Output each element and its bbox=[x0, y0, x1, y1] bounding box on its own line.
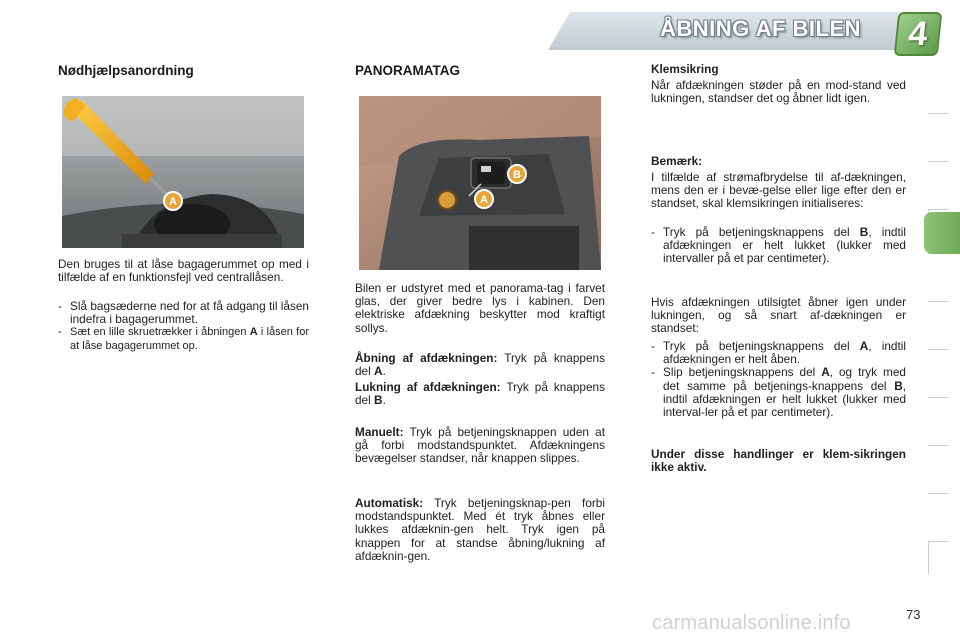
pinch-text: Når afdækningen støder på en mod-stand ved lukningen, standser det og åbner lidt igen. bbox=[651, 78, 906, 106]
key-ref: B bbox=[374, 393, 383, 408]
step-text: Tryk på betjeningsknappens del bbox=[663, 225, 860, 239]
chapter-tab[interactable] bbox=[928, 66, 948, 114]
step-text: Slå bagsæderne ned for at få adgang til låsen indefra i bagagerummet. bbox=[70, 299, 309, 327]
chapter-tab-active[interactable] bbox=[924, 212, 960, 254]
key-ref: A bbox=[821, 365, 830, 380]
pinch-title: Klemsikring bbox=[651, 62, 719, 76]
note-steps bbox=[651, 226, 906, 266]
watermark: carmanualsonline.info bbox=[652, 612, 851, 634]
chapter-tab[interactable] bbox=[928, 162, 948, 210]
chapter-number: 4 bbox=[906, 14, 930, 53]
auto-text: Tryk betjeningsknap-pen forbi modstandspunktet. Med ét tryk åbnes eller lukkes afdæknin-gen helt. Tryk igen på knappen for at standse åbning/lukning af afdæknin-gen. bbox=[355, 496, 605, 563]
list-item: - Slå bagsæderne ned for at få adgang til låsen indefra i bagagerummet. bbox=[58, 299, 309, 327]
list-item: - Sæt en lille skruetrækker i åbningen A i låsen for at låse bagagerummet op. bbox=[58, 326, 310, 352]
list-item: - Tryk på betjeningsknappens del A, indtil afdækningen er helt åben. bbox=[651, 339, 906, 367]
photo-label-a: A bbox=[169, 196, 177, 208]
open-text: Tryk på knappens del bbox=[355, 351, 605, 379]
manual-mode bbox=[355, 426, 605, 466]
chapter-tab[interactable] bbox=[928, 302, 948, 350]
chapter-tab[interactable] bbox=[928, 446, 948, 494]
page-title: ÅBNING AF BILEN bbox=[660, 16, 862, 41]
close-text: Tryk på knappens del bbox=[355, 380, 605, 408]
list-item: - Tryk på betjeningsknappens del B, indtil afdækningen er helt lukket (lukker med intervaller på et par centimeter). bbox=[651, 225, 906, 266]
photo-label-b: B bbox=[513, 169, 521, 181]
open-label: Åbning af afdækningen: bbox=[355, 351, 498, 365]
panoramic-intro: Bilen er udstyret med et panorama-tag i farvet glas, der giver bedre lys i kabinen. Den elektriske afdækning beskytter mod kraftigt sollys. bbox=[355, 281, 605, 335]
chapter-tab[interactable] bbox=[928, 494, 948, 542]
key-ref: A bbox=[859, 339, 869, 353]
list-item: - Slip betjeningsknappens del A, og tryk med det samme på betjenings-knappens del B, indtil afdækningen er helt lukket (lukker med interval-ler på et par centimeter). bbox=[651, 365, 906, 420]
section-title-emergency: Nødhjælpsanordning bbox=[58, 63, 194, 78]
key-ref: A bbox=[374, 364, 383, 379]
note-title: Bemærk: bbox=[651, 154, 703, 168]
photo-trunk-lock bbox=[62, 96, 304, 248]
chapter-badge bbox=[894, 12, 943, 56]
step-text: , indtil afdækningen er helt åben. bbox=[663, 339, 906, 367]
step-text: Sæt en lille skruetrækker i åbningen bbox=[70, 326, 250, 339]
emergency-steps bbox=[58, 300, 309, 353]
manual-text: Tryk på betjeningsknappen uden at gå forbi modstandspunktet. Afdækningens bevægelser standser, når knappen slippes. bbox=[355, 425, 605, 466]
auto-label: Automatisk: bbox=[355, 496, 424, 510]
chapter-tab[interactable] bbox=[928, 350, 948, 398]
chapter-tab[interactable] bbox=[928, 114, 948, 162]
step-text: , indtil afdækningen er helt lukket (lukker med interval-ler på et par centimeter). bbox=[663, 378, 906, 420]
note-text: I tilfælde af strømafbrydelse til af-dækningen, mens den er i bevæ-gelse eller lige efter den er standset, skal klemsikringen initialiseres: bbox=[651, 170, 906, 211]
section-title-panoramic: PANORAMATAG bbox=[355, 63, 460, 78]
close-instruction: Lukning af afdækningen: Tryk på knappens del B. bbox=[355, 380, 605, 408]
key-ref: B bbox=[894, 378, 903, 393]
manual-label: Manuelt: bbox=[355, 425, 404, 439]
warning-text: Under disse handlinger er klem-sikringen ikke aktiv. bbox=[651, 447, 906, 475]
step-text: i låsen for at låse bagagerummet op. bbox=[70, 326, 310, 352]
key-ref: A bbox=[249, 326, 258, 339]
emergency-intro: Den bruges til at låse bagagerummet op med i tilfælde af en funktionsfejl ved centrallåsen. bbox=[58, 257, 309, 285]
chapter-tab[interactable] bbox=[928, 254, 948, 302]
open-instruction: Åbning af afdækningen: Tryk på knappens del A. bbox=[355, 351, 605, 379]
photo-label-a: A bbox=[480, 194, 488, 206]
step-text: , indtil afdækningen er helt lukket (lukker med intervaller på et par centimeter). bbox=[663, 225, 906, 266]
reopen-text: Hvis afdækningen utilsigtet åbner igen under lukningen, og så snart af-dækningen er standset: bbox=[651, 295, 906, 336]
step-text: Tryk på betjeningsknappens del bbox=[663, 339, 860, 353]
photo-roof-switch bbox=[359, 96, 601, 270]
reopen-steps bbox=[651, 340, 906, 419]
automatic-mode bbox=[355, 497, 605, 563]
page-number: 73 bbox=[906, 607, 921, 622]
step-text: Slip betjeningsknappens del bbox=[663, 365, 822, 380]
chapter-tab[interactable] bbox=[928, 398, 948, 446]
close-label: Lukning af afdækningen: bbox=[355, 380, 501, 394]
key-ref: B bbox=[859, 225, 869, 239]
step-text: , og tryk med det samme på betjenings-knappens del bbox=[663, 365, 906, 393]
